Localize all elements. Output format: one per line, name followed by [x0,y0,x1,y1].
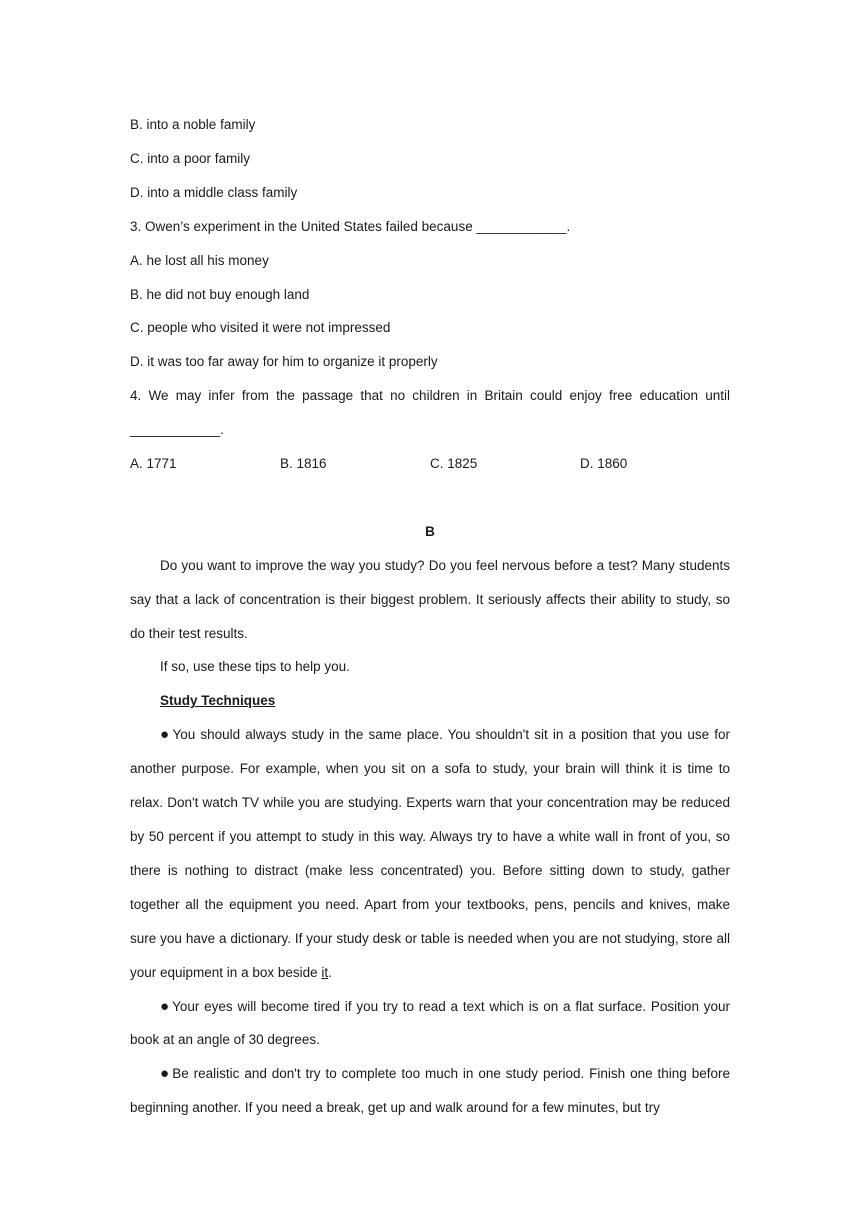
q2-option-d: D. into a middle class family [130,184,298,200]
bullet-icon: ● [160,1065,171,1083]
tip-2-text: Your eyes will become tired if you try to read a text which is on a flat surface. Position your book at an angle of 30 degrees. [130,998,730,1048]
tip-1-end: . [328,964,332,980]
tip-1 [130,718,730,989]
q4-option-b: B. 1816 [280,456,327,472]
q4-options [130,447,730,481]
q4-option-c: C. 1825 [430,456,478,472]
tip-3 [130,1057,730,1125]
q2-option-b: B. into a noble family [130,117,256,132]
study-techniques-heading: Study Techniques [160,693,276,709]
study-techniques-heading-wrap [130,684,730,718]
q3-option-b: B. he did not buy enough land [130,286,310,302]
q4-option-a: A. 1771 [130,456,177,472]
q4-stem-line1: 4. We may infer from the passage that no children in Britain could enjoy free education until [130,388,730,404]
q4-option-d: D. 1860 [580,456,628,472]
spacer [130,481,730,515]
q3-option-d: D. it was too far away for him to organize it properly [130,354,438,370]
bullet-icon: ● [160,997,171,1015]
tip-2 [130,990,730,1058]
section-b-title: B [425,523,435,539]
q4-stem-line2: ____________. [130,422,224,438]
bullet-icon: ● [160,726,171,744]
tip-1-text: You should always study in the same place. You shouldn't sit in a position that you use for another purpose. For example, when you sit on a sofa to study, your brain will think it is time to relax. Don't watch TV while you are studying. Experts warn that your concentration may be reduced by 50 percent if you attempt to study in this way. Always try to have a white wall in front of you, so there is nothing to distract (make less concentrated) you. Before sitting down to study, gather together all the equipment you need. Apart from your textbooks, pens, pencils and knives, make sure you have a dictionary. If your study desk or table is needed when you are not studying, store all your equipment in a box beside [130,727,730,980]
q3-option-a: A. he lost all his money [130,252,269,268]
q3-stem: 3. Owen’s experiment in the United States failed because ____________. [130,218,571,234]
section-b-tips-line: If so, use these tips to help you. [160,659,350,675]
document-page [130,108,730,1125]
q2-option-c: C. into a poor family [130,150,251,166]
section-b-intro: Do you want to improve the way you study? Do you feel nervous before a test? Many students say that a lack of concentration is their biggest problem. It seriously affects their ability to study, so do their test results. [130,557,730,641]
tip-3-text: Be realistic and don't try to complete too much in one study period. Finish one thing before beginning another. If you need a break, get up and walk around for a few minutes, but try [130,1066,731,1116]
tip-1-underlined-word: it [321,964,329,980]
q3-option-c: C. people who visited it were not impressed [130,320,391,336]
